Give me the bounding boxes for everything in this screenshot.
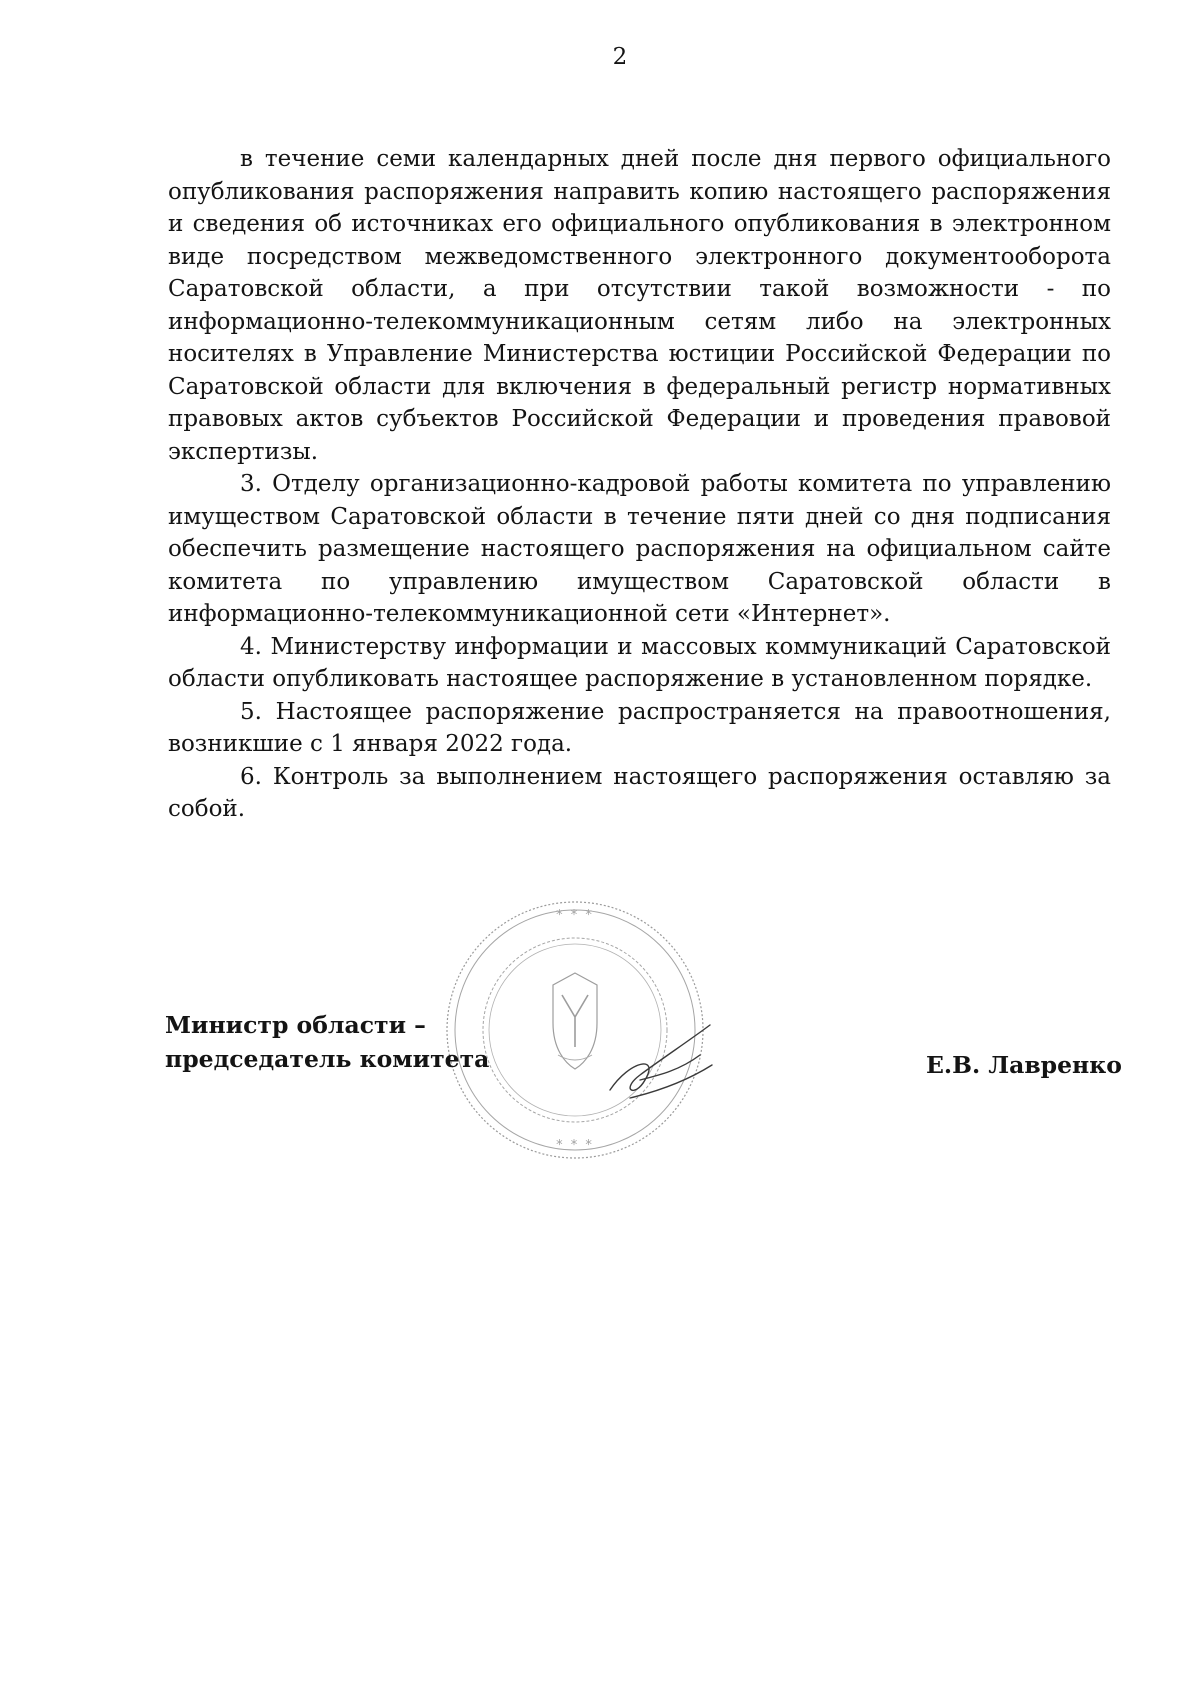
- document-body: [168, 143, 1111, 826]
- position-line-2: председатель комитета: [165, 1045, 490, 1073]
- signatory-position: [165, 1008, 489, 1076]
- position-line-1: Министр области –: [165, 1011, 426, 1039]
- paragraph-publication-instructions: в течение семи календарных дней после дня первого официального опубликования распоряжения направить копию настоящего распоряжения и сведения об источниках его официального опубликования в электронном виде посредством межведомственного электронного документооборота Саратовской области, а при отсутствии такой возможности - по информационно-телекоммуникационным сетям либо на электронных носителях в Управление Министерства юстиции Российской Федерации по Саратовской области для включения в федеральный регистр нормативных правовых актов субъектов Российской Федерации и проведения правовой экспертизы.: [168, 146, 1111, 465]
- signatory-name: Е.В. Лавренко: [926, 1051, 1122, 1079]
- paragraph-item-4: 4. Министерству информации и массовых коммуникаций Саратовской области опубликовать настоящее распоряжение в установленном порядке.: [168, 633, 1111, 692]
- page-number: 2: [612, 44, 628, 70]
- paragraph-item-3: 3. Отделу организационно-кадровой работы комитета по управлению имуществом Саратовской области в течение пяти дней со дня подписания обеспечить размещение настоящего распоряжения на официальном сайте комитета по управлению имуществом Саратовской области в информационно-телекоммуникационной сети «Интернет».: [168, 471, 1111, 627]
- handwritten-signature: [600, 1020, 720, 1110]
- paragraph-item-6: 6. Контроль за выполнением настоящего распоряжения оставляю за собой.: [168, 763, 1111, 822]
- svg-text:* * *: * * *: [556, 908, 594, 923]
- svg-text:* * *: * * *: [556, 1138, 594, 1153]
- paragraph-item-5: 5. Настоящее распоряжение распространяется на правоотношения, возникшие с 1 января 2022 года.: [168, 698, 1111, 757]
